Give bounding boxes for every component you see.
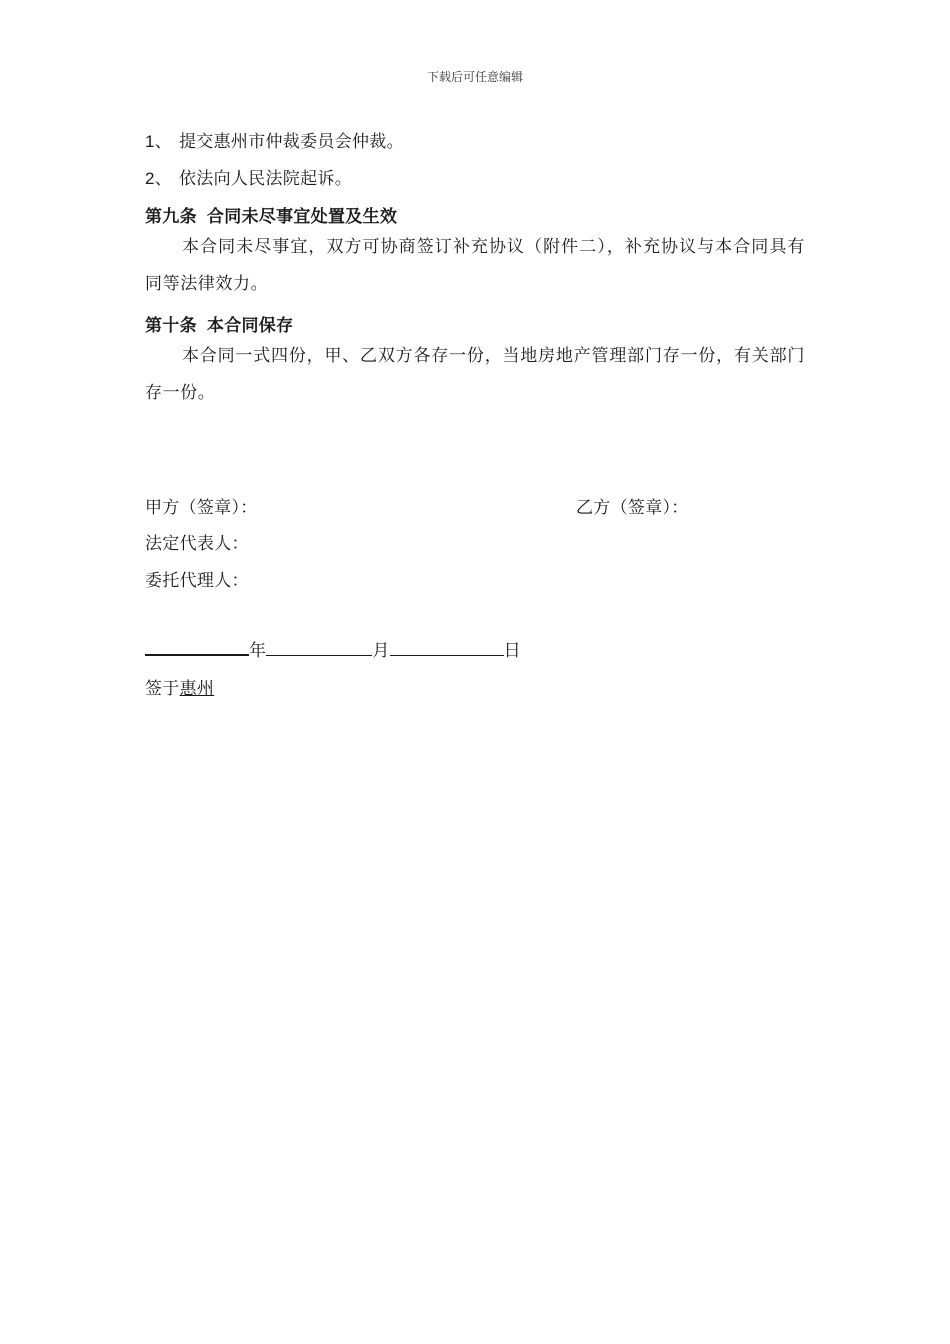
date-line bbox=[145, 636, 521, 661]
list-item-text: 依法向人民法院起诉。 bbox=[179, 169, 352, 189]
article-10-heading bbox=[145, 311, 293, 336]
list-item-number: 2、 bbox=[145, 169, 173, 188]
article-9-body: 本合同未尽事宜，双方可协商签订补充协议（附件二），补充协议与本合同具有同等法律效力。 bbox=[145, 237, 805, 294]
article-10-title: 本合同保存 bbox=[206, 316, 294, 335]
article-9-heading bbox=[145, 202, 397, 227]
signed-at-place: 惠州 bbox=[179, 679, 215, 699]
article-9-label: 第九条 bbox=[145, 207, 197, 226]
signed-at-line bbox=[145, 674, 214, 699]
year-blank bbox=[145, 636, 249, 656]
month-label: 月 bbox=[372, 641, 390, 661]
list-item-text: 提交惠州市仲裁委员会仲裁。 bbox=[179, 132, 404, 152]
article-9-title: 合同未尽事宜处置及生效 bbox=[206, 207, 398, 226]
list-item bbox=[145, 127, 404, 152]
party-a-signature-label: 甲方（签章）： bbox=[145, 498, 258, 518]
header-note: 下载后可任意编辑 bbox=[426, 70, 523, 84]
authorized-agent-label: 委托代理人： bbox=[145, 571, 249, 591]
party-b-signature-label: 乙方（签章）： bbox=[576, 498, 689, 518]
month-blank bbox=[266, 637, 372, 656]
list-item bbox=[145, 164, 352, 189]
day-blank bbox=[390, 637, 504, 656]
day-label: 日 bbox=[503, 641, 521, 661]
year-label: 年 bbox=[249, 641, 267, 661]
article-10-label: 第十条 bbox=[145, 316, 197, 335]
legal-representative-label: 法定代表人： bbox=[145, 534, 249, 554]
list-item-number: 1、 bbox=[145, 132, 173, 151]
signed-at-prefix: 签于 bbox=[145, 679, 180, 699]
article-10-body: 本合同一式四份，甲、乙双方各存一份，当地房地产管理部门存一份，有关部门存一份。 bbox=[145, 346, 805, 403]
